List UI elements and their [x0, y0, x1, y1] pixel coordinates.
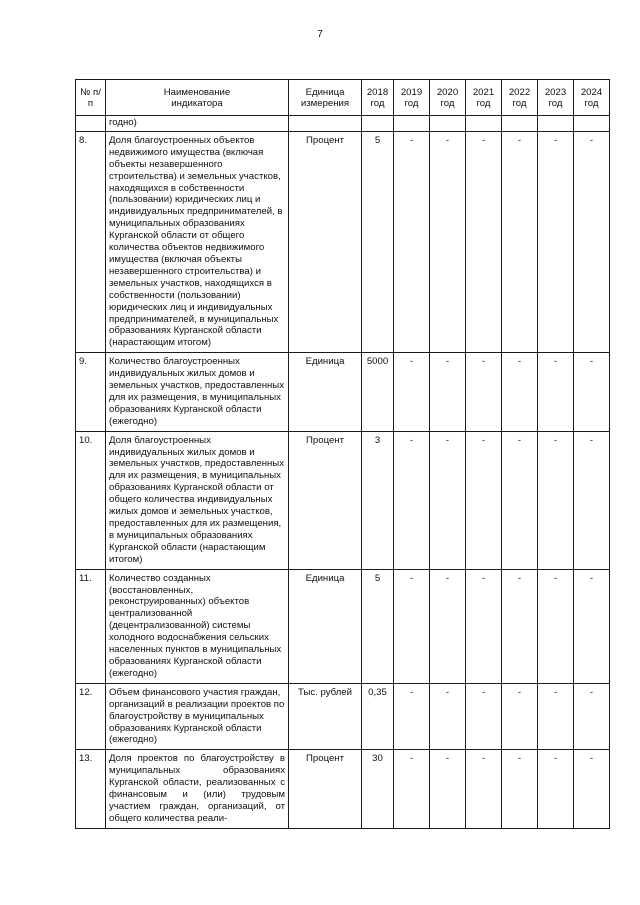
indicator-name: Количество благоустроенных индивидуальных жилых домов и земельных участков, предоставленных для их размещения, в муниципальных образованиях Курганской области (ежегодно): [106, 353, 289, 431]
value-2023: -: [538, 353, 574, 431]
header-num: № п/ п: [76, 80, 106, 116]
row-number: 10.: [76, 431, 106, 569]
table-row: [76, 683, 610, 750]
value-2023: -: [538, 431, 574, 569]
value-2019: -: [394, 353, 430, 431]
header-year-2018: 2018 год: [362, 80, 394, 116]
header-year-2021: 2021 год: [466, 80, 502, 116]
indicator-name: Объем финансового участия граждан, организаций в реализации проектов по благоустройству в муниципальных образованиях Курганской области (ежегодно): [106, 683, 289, 750]
value-2024: -: [574, 569, 610, 683]
header-unit: Единица измерения: [289, 80, 362, 116]
value-2021: -: [466, 431, 502, 569]
value-2018: 5: [362, 569, 394, 683]
indicator-name: Количество созданных (восстановленных, реконструированных) объектов централизованной (децентрализованной) системы холодного водоснабжения сельских населенных пунктов в муниципальных образованиях Курганской области (ежегодно): [106, 569, 289, 683]
indicator-name: Доля проектов по благоустройству в муниципальных образованиях Курганской области, реализованных с финансовым и (или) трудовым участием граждан, организаций, от общего количества реали-: [106, 750, 289, 828]
value-2019: -: [394, 569, 430, 683]
indicator-unit: Тыс. рублей: [289, 683, 362, 750]
value-2018: 3: [362, 431, 394, 569]
value-2020: -: [430, 131, 466, 352]
table-row: [76, 569, 610, 683]
value-2019: -: [394, 431, 430, 569]
value-2019: -: [394, 750, 430, 828]
header-year-2019: 2019 год: [394, 80, 430, 116]
value-2023: -: [538, 750, 574, 828]
table-header-row: [76, 80, 610, 116]
value-2022: -: [502, 683, 538, 750]
header-year-2024: 2024 год: [574, 80, 610, 116]
value-2020: -: [430, 431, 466, 569]
value-2021: -: [466, 750, 502, 828]
value-2021: -: [466, 131, 502, 352]
header-year-2020: 2020 год: [430, 80, 466, 116]
value-2024: -: [574, 131, 610, 352]
row-number: 13.: [76, 750, 106, 828]
value-2023: -: [538, 569, 574, 683]
value-2021: -: [466, 353, 502, 431]
value-2022: -: [502, 353, 538, 431]
indicator-unit: Процент: [289, 131, 362, 352]
page-number: 7: [317, 28, 323, 40]
table-row: [76, 750, 610, 828]
indicator-unit: Процент: [289, 750, 362, 828]
value-2021: -: [466, 683, 502, 750]
value-2020: -: [430, 683, 466, 750]
table-row: [76, 353, 610, 431]
value-2022: -: [502, 431, 538, 569]
value-2022: -: [502, 750, 538, 828]
indicator-name: Доля благоустроенных объектов недвижимого имущества (включая объекты незавершенного строительства) и земельных участков, находящихся в собственности (пользовании) юридических лиц и индивидуальных предпринимателей, в муниципальных образованиях Курганской области от общего количества объектов недвижимого имущества (включая объекты незавершенного строительства) и земельных участков, находящихся в собственности (пользовании) юридических лиц и индивидуальных предпринимателей, в муниципальных образованиях Курганской области (нарастающим итогом): [106, 131, 289, 352]
row-number: 8.: [76, 131, 106, 352]
indicator-unit: Единица: [289, 353, 362, 431]
continuation-text: годно): [106, 116, 289, 132]
value-2019: -: [394, 131, 430, 352]
value-2021: -: [466, 569, 502, 683]
value-2024: -: [574, 750, 610, 828]
value-2018: 5: [362, 131, 394, 352]
indicator-name: Доля благоустроенных индивидуальных жилых домов и земельных участков, предоставленных для их размещения, в муниципальных образованиях Курганской области от общего количества индивидуальных жилых домов и земельных участков, предоставленных для их размещения, в муниципальных образованиях Курганской области (нарастающим итогом): [106, 431, 289, 569]
indicator-unit: Процент: [289, 431, 362, 569]
header-year-2023: 2023 год: [538, 80, 574, 116]
header-name: Наименование индикатора: [106, 80, 289, 116]
value-2019: -: [394, 683, 430, 750]
value-2023: -: [538, 131, 574, 352]
value-2024: -: [574, 353, 610, 431]
value-2020: -: [430, 353, 466, 431]
value-2024: -: [574, 683, 610, 750]
table-row: [76, 131, 610, 352]
value-2022: -: [502, 569, 538, 683]
value-2022: -: [502, 131, 538, 352]
value-2020: -: [430, 750, 466, 828]
value-2018: 30: [362, 750, 394, 828]
value-2018: 0,35: [362, 683, 394, 750]
row-number: 12.: [76, 683, 106, 750]
indicators-table: [75, 79, 610, 829]
value-2024: -: [574, 431, 610, 569]
value-2018: 5000: [362, 353, 394, 431]
row-number: 9.: [76, 353, 106, 431]
table-row-continuation: [76, 116, 610, 132]
row-number: 11.: [76, 569, 106, 683]
header-year-2022: 2022 год: [502, 80, 538, 116]
indicator-unit: Единица: [289, 569, 362, 683]
value-2020: -: [430, 569, 466, 683]
value-2023: -: [538, 683, 574, 750]
table-row: [76, 431, 610, 569]
